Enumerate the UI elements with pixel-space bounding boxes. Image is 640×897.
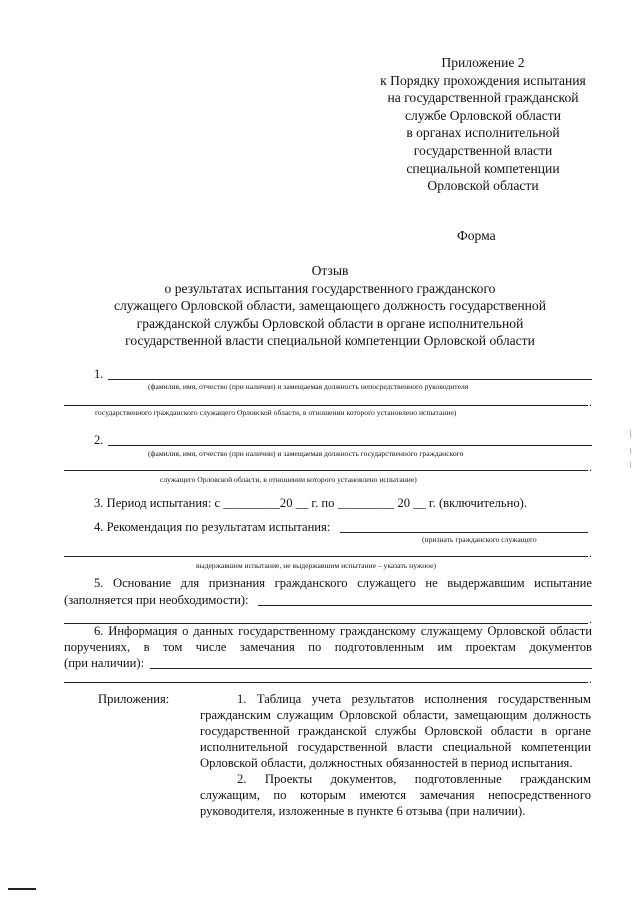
attachment-line: исполнительной государственной власти специальной компетенции [200,740,591,754]
item1-field-line2[interactable] [64,405,588,406]
line-end-dot: . [589,395,592,409]
title-line: о результатах испытания государственного гражданского [164,280,496,296]
title-line: государственной власти специальной компетенции Орловской области [125,333,535,348]
appendix-line: государственной власти [413,142,553,158]
appendix-line: Орловской области [427,178,539,194]
scan-mark [8,888,36,890]
appendix-header [368,54,598,195]
document-title [80,262,580,350]
item6-text: (при наличии): [64,656,145,670]
scan-mark [630,448,631,454]
appendix-line: службе Орловской области [404,107,562,123]
item4-label: 4. Рекомендация по результатам испытания: [94,520,331,534]
title-heading: Отзыв [311,263,349,278]
item1-field[interactable] [108,379,592,380]
line-end-dot: . [589,672,592,686]
form-label: Форма [457,228,496,243]
line-end-dot: . [589,612,592,626]
item4-hint: выдержавшим испытание, не выдержавшим испытание – указать нужное) [196,561,437,570]
appendix-line: специальной компетенции [406,160,560,176]
item6-field-line2[interactable] [64,682,588,683]
item4-field-line2[interactable] [64,556,588,557]
line-end-dot: . [589,546,592,560]
item3-period: 3. Период испытания: с _________20 __ г. по _________ 20 __ г. (включительно). [94,496,528,510]
attachment-line: 2. Проекты документов, подготовленные гражданским [237,772,591,786]
item1-hint: (фамилия, имя, отчество (при наличии) и замещаемая должность непосредственного руководителя [148,382,469,391]
item1-hint: государственного гражданского служащего Орловской области, в отношении которого установлено испытание) [95,408,457,417]
attachment-line: служащим, по которым имеются замечания непосредственного [200,788,591,802]
appendix-line: Приложение 2 [441,55,525,70]
item5-text: (заполняется при необходимости): [64,593,249,607]
item4-field[interactable] [340,532,588,533]
scan-mark [630,430,631,438]
item2-field-line2[interactable] [64,470,588,471]
attachment-line: гражданским служащим Орловской области, замещающим должность [200,708,591,722]
item2-number: 2. [94,433,104,447]
appendix-line: к Порядку прохождения испытания [380,72,586,88]
title-line: служащего Орловской области, замещающего должность государственной [113,298,546,313]
scan-mark [630,462,631,468]
attachment-line: руководителя, изложенные в пункте 6 отзыва (при наличии). [200,804,526,818]
attachment-line: 1. Таблица учета результатов исполнения государственным [237,692,591,706]
appendix-line: в органах исполнительной [406,125,560,141]
item6-field[interactable] [150,668,592,669]
item5-field[interactable] [258,605,592,606]
item2-field[interactable] [108,445,592,446]
attachment-line: Орловской области, должностных обязанностей в период испытания. [200,756,573,770]
item2-hint: служащего Орловской области, в отношении которого установлено испытание) [160,475,417,484]
item4-hint: (признать гражданского служащего [422,535,537,544]
appendix-line: на государственной гражданской [387,90,579,106]
item6-text: 6. Информация о данных государственному гражданскому служащему Орловской области [94,624,592,638]
line-end-dot: . [589,460,592,474]
attachments-label: Приложения: [98,692,170,706]
item1-number: 1. [94,367,104,381]
item2-hint: (фамилия, имя, отчество (при наличии) и замещаемая должность государственного гражданского [148,449,464,458]
attachment-line: государственной гражданской службы Орловской области в органе [200,724,591,738]
item5-text: 5. Основание для признания гражданского служащего не выдержавшим испытание [94,576,592,590]
title-line: гражданской службы Орловской области в органе исполнительной [136,315,524,331]
item6-text: поручениях, в том числе замечания по подготовленным им проектам документов [64,640,592,654]
